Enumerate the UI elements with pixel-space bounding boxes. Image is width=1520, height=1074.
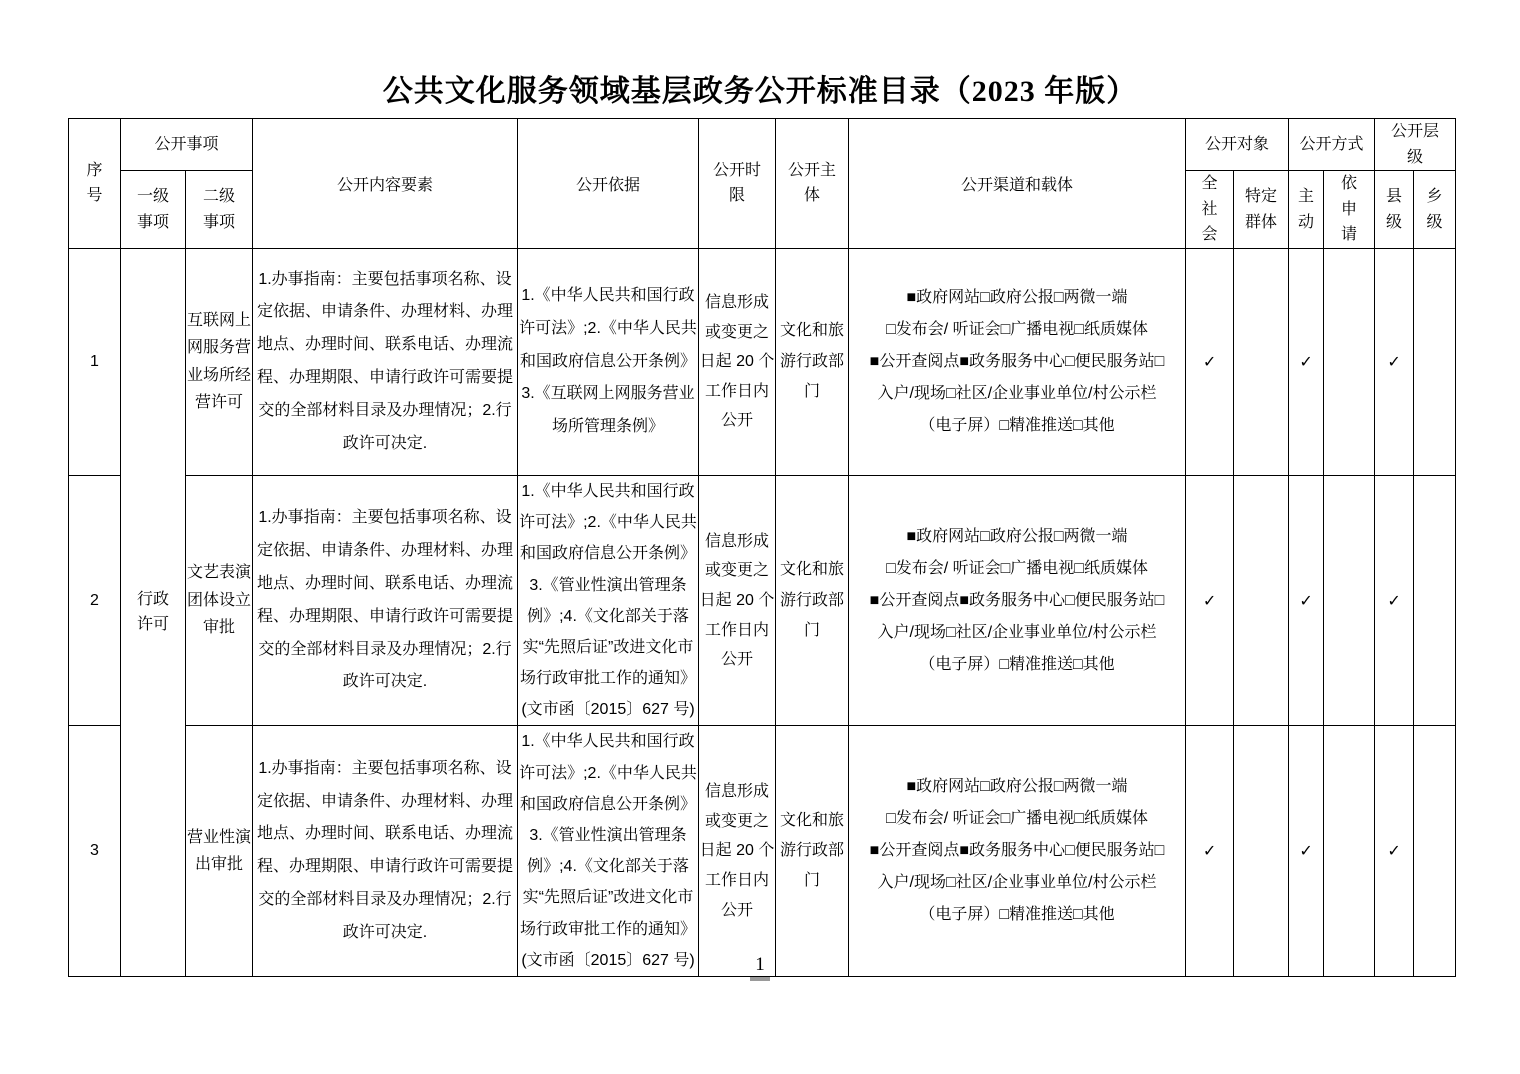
row1-check-target-specific [1234, 248, 1289, 475]
col-header-method: 公开方式 [1289, 119, 1375, 171]
row1-check-method-active: ✓ [1289, 248, 1324, 475]
row2-level2-item: 文艺表演团体设立审批 [186, 475, 253, 726]
channels-line: □发布会/ 听证会□广播电视□纸质媒体 [886, 559, 1148, 577]
channels-line: ■公开查阅点■政务服务中心□便民服务站□ [869, 842, 1165, 860]
row1-check-method-request [1324, 248, 1375, 475]
row3-check-level-county: ✓ [1375, 726, 1414, 977]
channels-line: □发布会/ 听证会□广播电视□纸质媒体 [886, 320, 1148, 338]
col-header-method-active [1289, 171, 1324, 249]
row2-check-target-specific [1234, 475, 1289, 726]
col-header-level1-item-label: 一级事项 [136, 187, 169, 231]
row3-check-method-request [1324, 726, 1375, 977]
row2-check-level-township [1414, 475, 1456, 726]
row1-subject: 文化和旅游行政部门 [776, 248, 849, 475]
row3-basis: 1.《中华人民共和国行政许可法》;2.《中华人民共和国政府信息公开条例》3.《管业性演出管理条例》;4.《文化部关于落实“先照后证”改进文化市场行政审批工作的通知》(文市函〔2015〕627 号) [518, 726, 699, 977]
row1-channels [849, 248, 1186, 475]
col-header-target-all [1186, 171, 1234, 249]
col-header-target-all-label: 全社会 [1201, 175, 1218, 244]
row3-check-level-township [1414, 726, 1456, 977]
channels-line: （电子屏）□精准推送□其他 [919, 906, 1115, 924]
col-header-time-limit-label: 公开时限 [713, 161, 762, 205]
channels-line: （电子屏）□精准推送□其他 [919, 655, 1115, 673]
channels-line: 入户/现场□社区/企业事业单位/村公示栏 [877, 384, 1157, 402]
row2-channels [849, 475, 1186, 726]
row2-check-target-all: ✓ [1186, 475, 1234, 726]
col-header-serial [69, 119, 121, 249]
row3-content-elements: 1.办事指南：主要包括事项名称、设定依据、申请条件、办理材料、办理地点、办理时间、联系电话、办理流程、办理期限、申请行政许可需要提交的全部材料目录及办理情况；2.行政许可决定. [253, 726, 518, 977]
col-header-level-label: 公开层级 [1391, 123, 1440, 166]
col-header-level [1375, 119, 1456, 171]
channels-line: 入户/现场□社区/企业事业单位/村公示栏 [877, 623, 1157, 641]
level1-item-cell [121, 248, 186, 976]
col-header-level-county [1375, 171, 1414, 249]
row2-content-elements: 1.办事指南：主要包括事项名称、设定依据、申请条件、办理材料、办理地点、办理时间、联系电话、办理流程、办理期限、申请行政许可需要提交的全部材料目录及办理情况；2.行政许可决定. [253, 475, 518, 726]
row1-serial: 1 [69, 248, 121, 475]
row3-subject: 文化和旅游行政部门 [776, 726, 849, 977]
col-header-method-request-label: 依申请 [1341, 175, 1358, 244]
standards-table [68, 118, 1456, 977]
col-header-level-county-label: 县级 [1386, 187, 1403, 231]
col-header-content-elements: 公开内容要素 [253, 119, 518, 249]
col-header-method-active-label: 主动 [1298, 187, 1315, 231]
row2-subject: 文化和旅游行政部门 [776, 475, 849, 726]
row3-serial: 3 [69, 726, 121, 977]
channels-line: （电子屏）□精准推送□其他 [919, 416, 1115, 434]
level1-item-value: 行政许可 [136, 590, 169, 634]
col-header-level-township [1414, 171, 1456, 249]
row1-level2-item: 互联网上网服务营业场所经营许可 [186, 248, 253, 475]
channels-line: 入户/现场□社区/企业事业单位/村公示栏 [877, 874, 1157, 892]
row1-content-elements: 1.办事指南：主要包括事项名称、设定依据、申请条件、办理材料、办理地点、办理时间、联系电话、办理流程、办理期限、申请行政许可需要提交的全部材料目录及办理情况；2.行政许可决定. [253, 248, 518, 475]
row3-check-method-active: ✓ [1289, 726, 1324, 977]
col-header-level1-item [121, 171, 186, 249]
channels-line: ■公开查阅点■政务服务中心□便民服务站□ [869, 352, 1165, 370]
col-header-level2-item [186, 171, 253, 249]
row3-channels [849, 726, 1186, 977]
table-row-3 [69, 726, 1456, 977]
channels-line: ■政府网站□政府公报□两微一端 [906, 778, 1128, 796]
col-header-channels: 公开渠道和载体 [849, 119, 1186, 249]
row2-check-method-active: ✓ [1289, 475, 1324, 726]
col-header-target-specific-label: 特定群体 [1245, 187, 1278, 231]
row3-check-target-specific [1234, 726, 1289, 977]
col-header-target: 公开对象 [1186, 119, 1289, 171]
row3-check-target-all: ✓ [1186, 726, 1234, 977]
row3-level2-item: 营业性演出审批 [186, 726, 253, 977]
col-header-basis: 公开依据 [518, 119, 699, 249]
channels-line: ■政府网站□政府公报□两微一端 [906, 288, 1128, 306]
col-header-level-township-label: 乡级 [1426, 187, 1443, 231]
row2-time-limit: 信息形成或变更之日起 20 个工作日内公开 [699, 475, 776, 726]
col-header-disclosure-item: 公开事项 [121, 119, 253, 171]
col-header-time-limit [699, 119, 776, 249]
header-row-top [69, 119, 1456, 171]
row2-check-method-request [1324, 475, 1375, 726]
row1-check-level-county: ✓ [1375, 248, 1414, 475]
page-number-underline [750, 977, 770, 981]
page-title: 公共文化服务领域基层政务公开标准目录（2023 年版） [382, 75, 1138, 108]
col-header-serial-label: 序号 [86, 161, 103, 205]
table-row-1 [69, 248, 1456, 475]
col-header-subject-label: 公开主体 [788, 161, 837, 205]
channels-line: □发布会/ 听证会□广播电视□纸质媒体 [886, 810, 1148, 828]
page-number-value: 1 [755, 954, 765, 975]
row1-check-level-township [1414, 248, 1456, 475]
col-header-method-request [1324, 171, 1375, 249]
col-header-level2-item-label: 二级事项 [203, 187, 236, 231]
channels-line: ■公开查阅点■政务服务中心□便民服务站□ [869, 591, 1165, 609]
row2-basis: 1.《中华人民共和国行政许可法》;2.《中华人民共和国政府信息公开条例》3.《管业性演出管理条例》;4.《文化部关于落实“先照后证”改进文化市场行政审批工作的通知》(文市函〔2015〕627 号) [518, 475, 699, 726]
col-header-target-specific [1234, 171, 1289, 249]
channels-line: ■政府网站□政府公报□两微一端 [906, 527, 1128, 545]
col-header-subject [776, 119, 849, 249]
row1-check-target-all: ✓ [1186, 248, 1234, 475]
row3-time-limit: 信息形成或变更之日起 20 个工作日内公开 [699, 726, 776, 977]
table-row-2 [69, 475, 1456, 726]
row2-check-level-county: ✓ [1375, 475, 1414, 726]
page-number [0, 954, 1520, 981]
row2-serial: 2 [69, 475, 121, 726]
row1-time-limit: 信息形成或变更之日起 20 个工作日内公开 [699, 248, 776, 475]
row1-basis: 1.《中华人民共和国行政许可法》;2.《中华人民共和国政府信息公开条例》3.《互联网上网服务营业场所管理条例》 [518, 248, 699, 475]
